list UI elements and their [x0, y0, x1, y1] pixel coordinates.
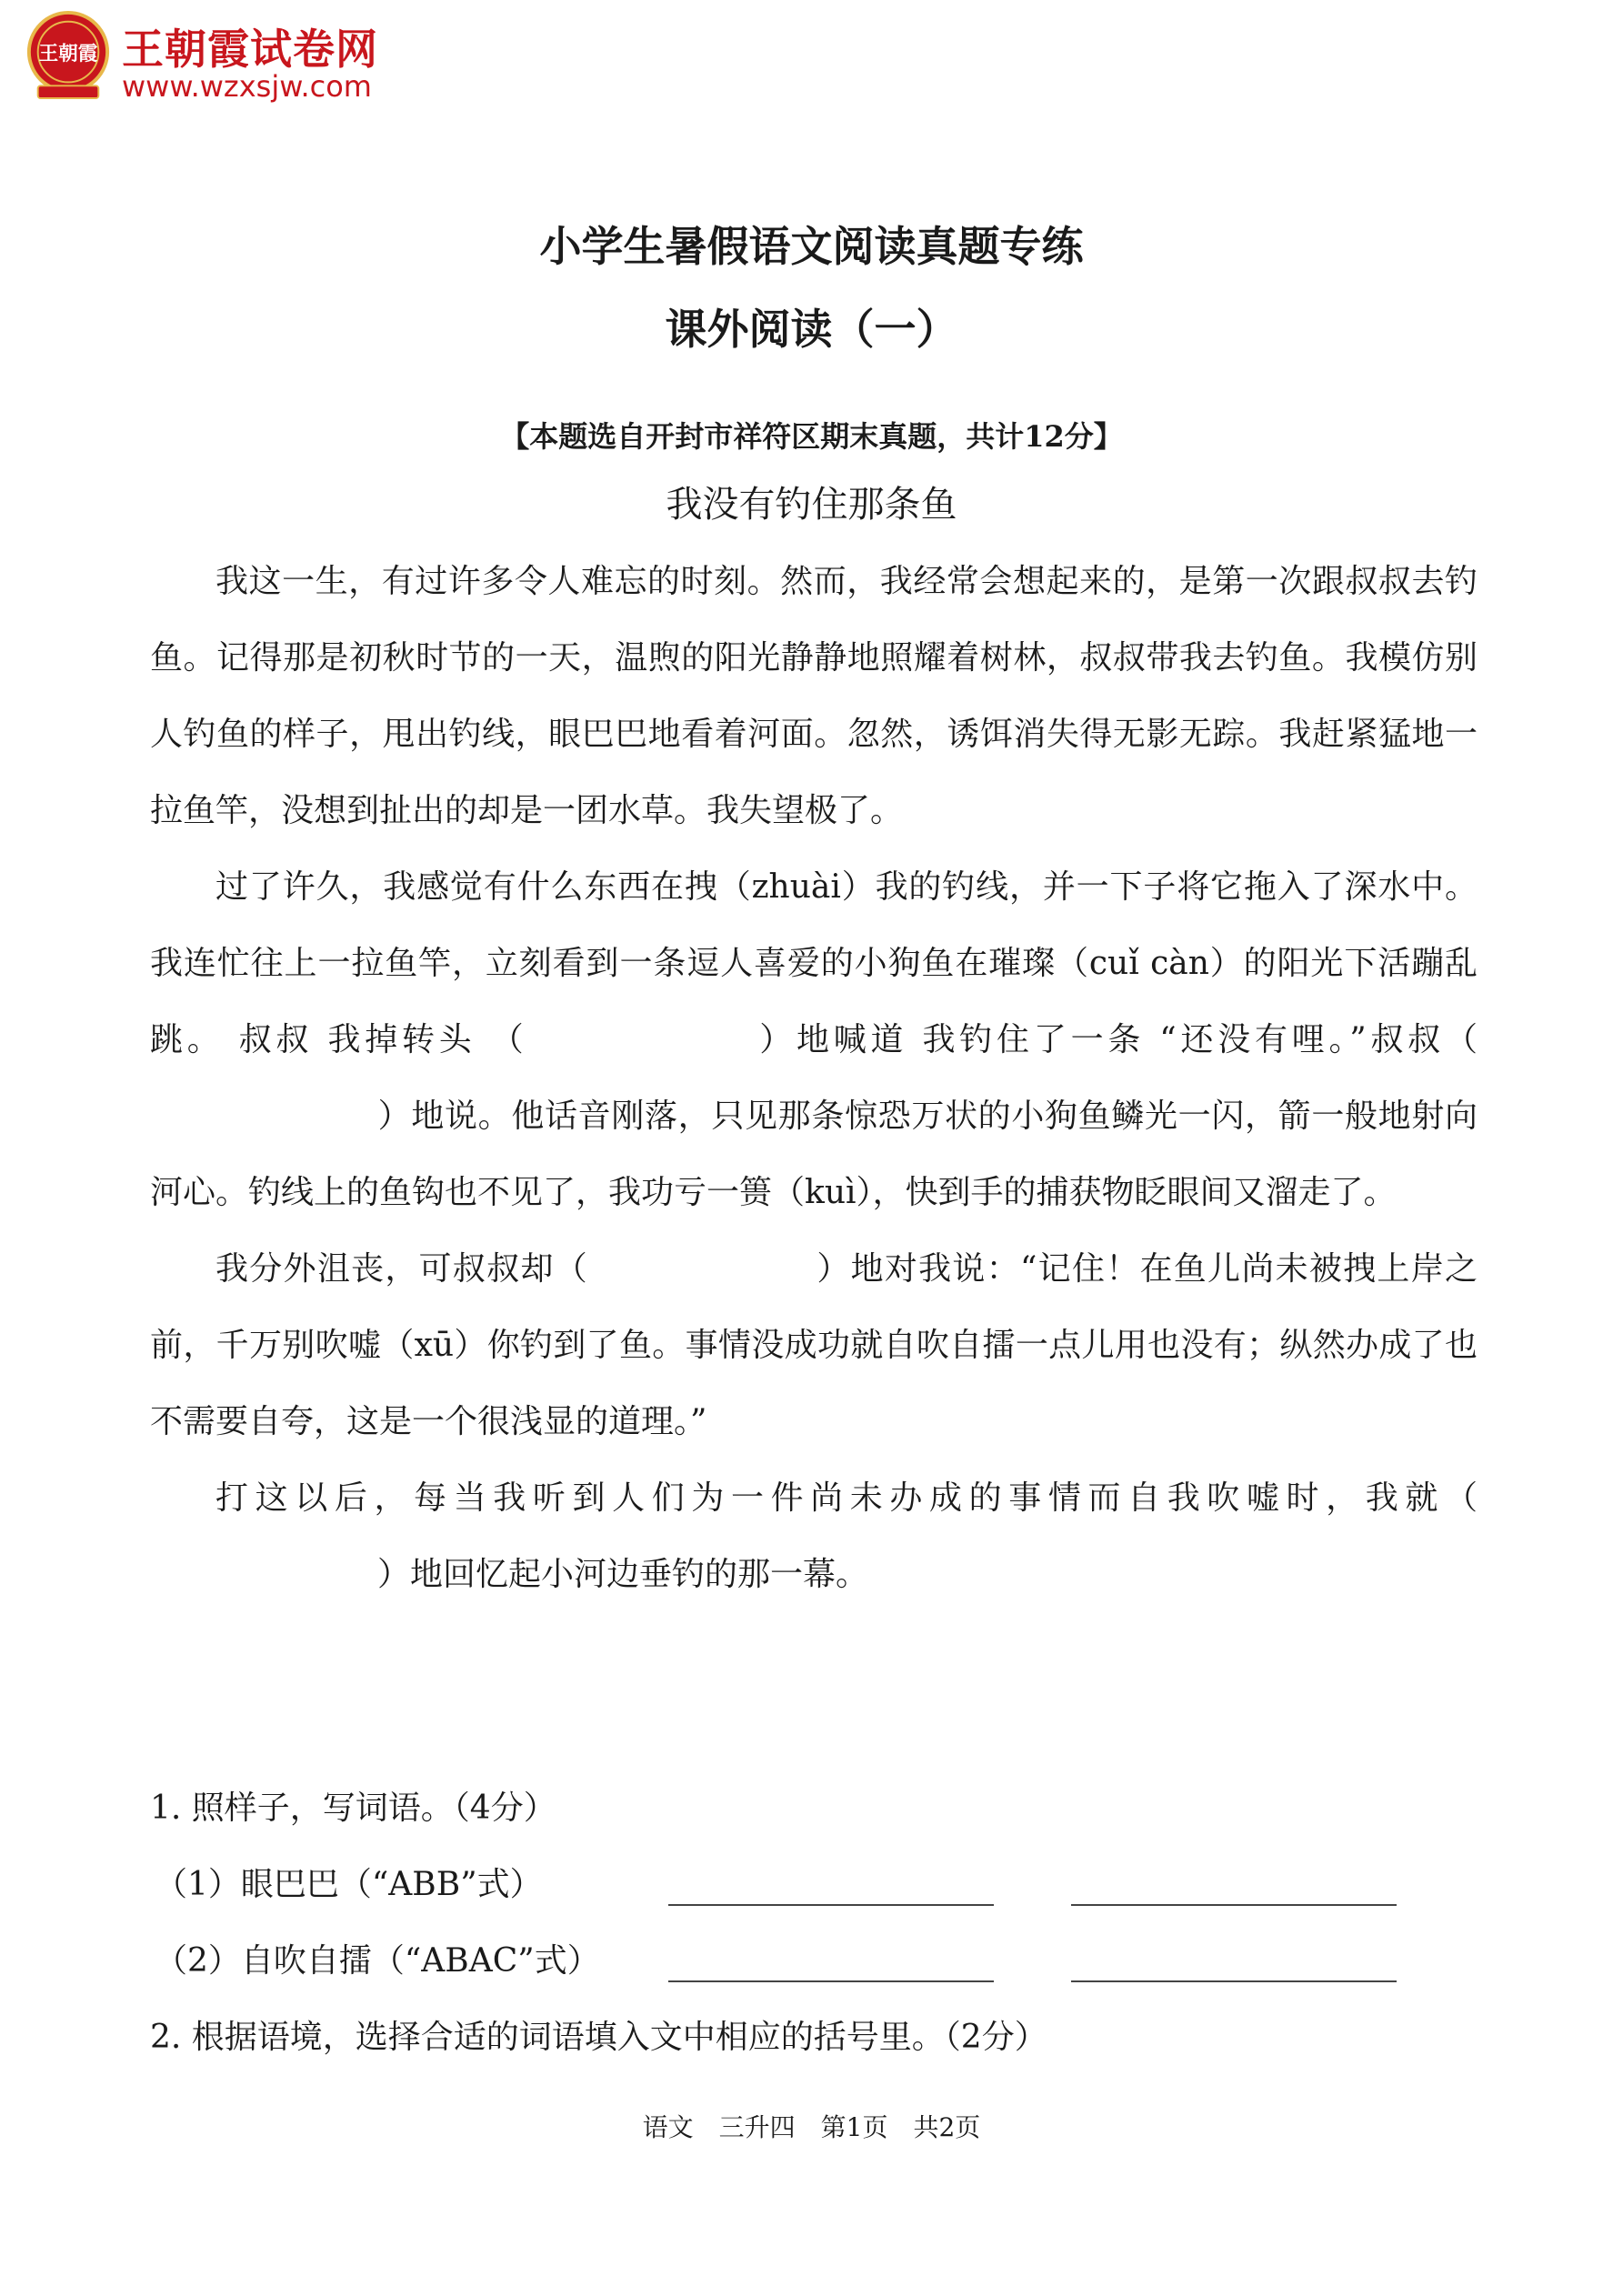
- source-note: 【本题选自开封市祥符区期末真题，共计12分】: [500, 419, 1123, 454]
- article-title: 我没有钓住那条鱼: [666, 484, 957, 526]
- page-subtitle: 课外阅读（一）: [665, 305, 958, 354]
- paragraph-4-part-a: 打这以后，每当我听到人们为一件尚未办成的事情而自我吹嘘时，我就（: [215, 1479, 1478, 1517]
- seal-emblem-icon: [24, 11, 113, 100]
- paragraph-2: [150, 849, 1478, 1231]
- paragraph-3-part-b: ）地对我说：“记住！在鱼儿尚未被拽上岸之前，千万别吹嘘（xū）你钓到了鱼。事情没成功就自吹自擂一点儿用也没有；纵然办成了也不需要自夸，这是一个很浅显的道理。”: [150, 1250, 1478, 1440]
- question-1-item-2: （2）自吹自擂（“ABAC”式）: [155, 1942, 600, 1980]
- paragraph-3: [150, 1231, 1478, 1460]
- question-2: 2. 根据语境，选择合适的词语填入文中相应的括号里。（2分）: [150, 2019, 1047, 2056]
- seal-text: 王朝霞: [38, 42, 98, 65]
- answer-line[interactable]: [1071, 1980, 1397, 1982]
- paragraph-2-part-a: 过了许久，我感觉有什么东西在拽（zhuài）我的钓线，并一下子将它拖入了深水中。我连忙往上一拉鱼竿，立刻看到一条逗人喜爱的小狗鱼在璀璨（cuǐ càn）的阳光下活蹦乱跳。 叔叔 我掉转头 （: [150, 868, 1478, 1058]
- paragraph-2-part-c: ）地说。他话音刚落，只见那条惊恐万状的小狗鱼鳞光一闪，箭一般地射向河心。钓线上的鱼钩也不见了，我功亏一篑（kuì），快到手的捕获物眨眼间又溜走了。: [150, 1098, 1478, 1211]
- page-title: 小学生暑假语文阅读真题专练: [539, 222, 1084, 271]
- answer-line[interactable]: [668, 1904, 994, 1906]
- site-logo: [24, 9, 406, 109]
- question-1-item-1: （1）眼巴巴（“ABB”式）: [155, 1866, 543, 1903]
- paragraph-1: 我这一生，有过许多令人难忘的时刻。然而，我经常会想起来的，是第一次跟叔叔去钓鱼。记得那是初秋时节的一天，温煦的阳光静静地照耀着树林，叔叔带我去钓鱼。我模仿别人钓鱼的样子，甩出钓线，眼巴巴地看着河面。忽然，诱饵消失得无影无踪。我赶紧猛地一拉鱼竿，没想到扯出的却是一团水草。我失望极了。: [150, 563, 1478, 829]
- brand-name: 王朝霞试卷网: [122, 25, 378, 74]
- page-footer: 语文 三升四 第1页 共2页: [642, 2112, 981, 2142]
- paragraph-4: [150, 1460, 1478, 1613]
- answer-line[interactable]: [668, 1980, 994, 1982]
- paragraph-4-part-b: ）地回忆起小河边垂钓的那一幕。: [377, 1556, 869, 1593]
- brand-url[interactable]: www.wzxsjw.com: [122, 69, 372, 104]
- paragraph-3-part-a: 我分外沮丧，可叔叔却（: [215, 1250, 589, 1288]
- paragraph-2-part-b: ）地喊道 我钓住了一条 “还没有哩。”叔叔（: [755, 1021, 1478, 1058]
- question-1: 1. 照样子，写词语。（4分）: [150, 1790, 556, 1827]
- article-body: [150, 544, 1478, 1613]
- answer-line[interactable]: [1071, 1904, 1397, 1906]
